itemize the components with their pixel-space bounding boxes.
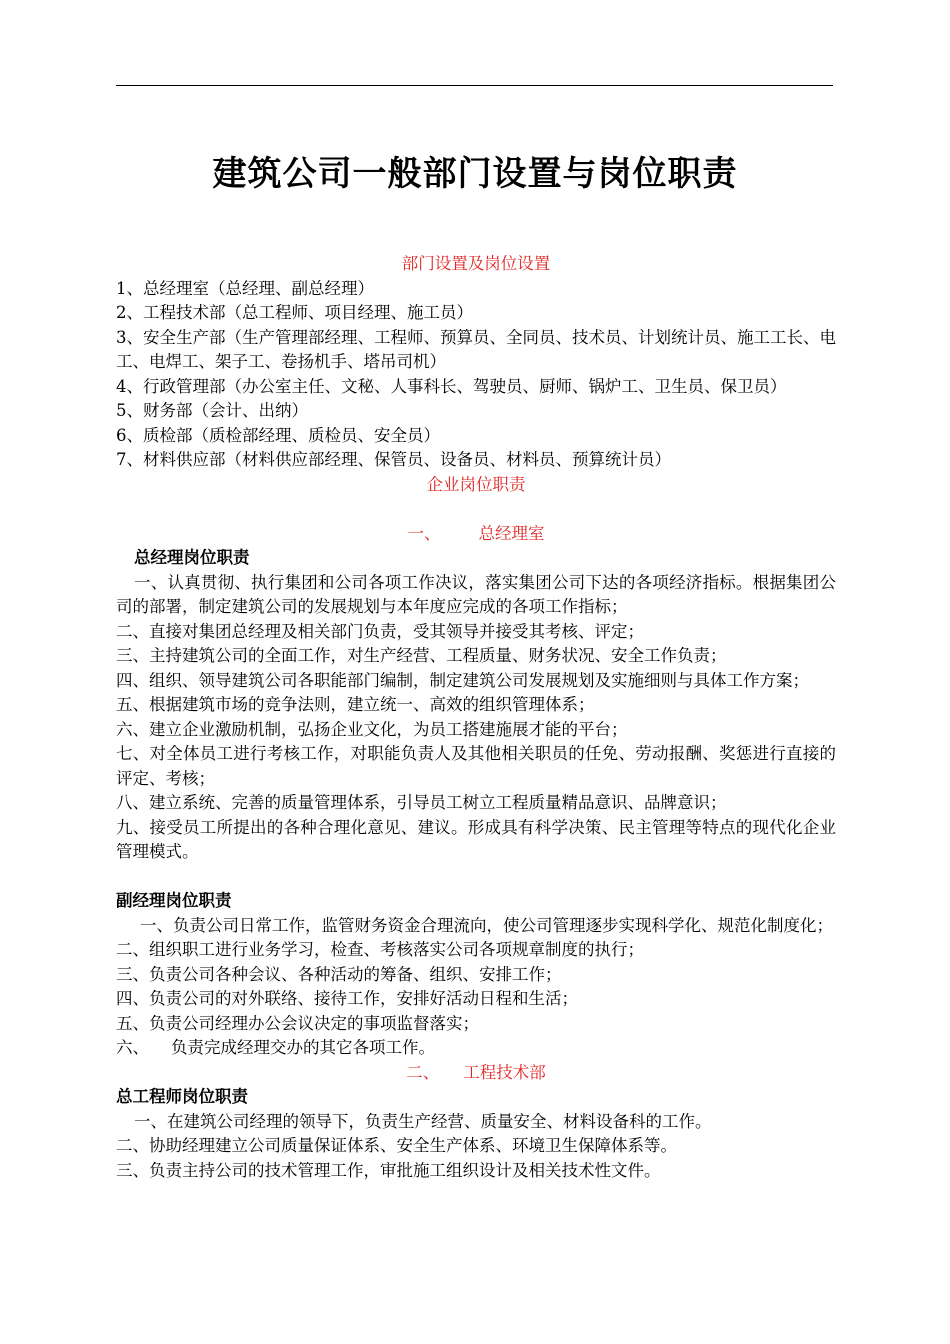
vgm-duty-item: 三、负责公司各种会议、各种活动的筹备、组织、安排工作；	[116, 964, 562, 984]
vgm-item-text: 负责完成经理交办的其它各项工作。	[171, 1038, 435, 1057]
ce-duty-item: 二、协助经理建立公司质量保证体系、安全生产体系、环境卫生保障体系等。	[116, 1136, 677, 1155]
dept-item: 1、总经理室（总经理、副总经理）	[116, 278, 374, 298]
dept-item: 3、安全生产部（生产管理部经理、工程师、预算员、全同员、技术员、计划统计员、施工工长、电工、电焊工、架子工、卷扬机手、塔吊司机）	[116, 327, 836, 371]
gm-duty-item: 六、建立企业激励机制，弘扬企业文化，为员工搭建施展才能的平台；	[116, 719, 628, 739]
heading-dept-setup: 部门设置及岗位设置	[401, 254, 551, 273]
header-rule	[116, 85, 833, 86]
gm-duty-item: 二、直接对集团总经理及相关部门负责，受其领导并接受其考核、评定；	[116, 621, 644, 641]
vgm-duties-heading: 副经理岗位职责	[116, 891, 232, 910]
vgm-duty-item: 二、组织职工进行业务学习，检查、考核落实公司各项规章制度的执行；	[116, 940, 644, 959]
gm-duty-item: 七、对全体员工进行考核工作，对职能负责人及其他相关职员的任免、劳动报酬、奖惩进行直接的评定、考核；	[116, 744, 836, 788]
section-heading-gm-office	[116, 522, 836, 547]
document-body	[116, 252, 836, 1183]
gm-duty-item: 三、主持建筑公司的全面工作，对生产经营、工程质量、财务状况、安全工作负责；	[116, 646, 727, 665]
vgm-item-number: 六、	[116, 1038, 149, 1057]
dept-item: 5、财务部（会计、出纳）	[116, 401, 308, 420]
gm-duty-item: 八、建立系统、完善的质量管理体系，引导员工树立工程质量精品意识、品牌意识；	[116, 793, 727, 812]
section-title: 工程技术部	[463, 1062, 546, 1082]
vgm-duty-item: 五、负责公司经理办公会议决定的事项监督落实；	[116, 1013, 479, 1033]
dept-item: 6、质检部（质检部经理、质检员、安全员）	[116, 425, 440, 445]
section-heading-engineering	[116, 1061, 836, 1086]
gm-duties-heading: 总经理岗位职责	[134, 548, 250, 567]
dept-item: 4、行政管理部（办公室主任、文秘、人事科长、驾驶员、厨师、锅炉工、卫生员、保卫员）	[116, 376, 787, 396]
gm-duty-item: 九、接受员工所提出的各种合理化意见、建议。形成具有科学决策、民主管理等特点的现代化企业管理模式。	[116, 817, 836, 861]
gm-duty-item: 一、认真贯彻、执行集团和公司各项工作决议，落实集团公司下达的各项经济指标。根据集团公司的部署，制定建筑公司的发展规划与本年度应完成的各项工作指标；	[116, 572, 836, 616]
vgm-duty-item: 四、负责公司的对外联络、接待工作，安排好活动日程和生活；	[116, 989, 578, 1008]
section-number: 二、	[406, 1062, 440, 1082]
heading-duties: 企业岗位职责	[426, 474, 526, 494]
ce-duty-item: 一、在建筑公司经理的领导下，负责生产经营、质量安全、材料设备科的工作。	[134, 1111, 712, 1131]
gm-duty-item: 五、根据建筑市场的竞争法则，建立统一、高效的组织管理体系；	[116, 695, 595, 714]
section-number: 一、	[407, 523, 441, 543]
section-title: 总经理室	[478, 523, 545, 543]
gm-duty-item: 四、组织、领导建筑公司各职能部门编制，制定建筑公司发展规划及实施细则与具体工作方案；	[116, 670, 809, 690]
dept-item: 7、材料供应部（材料供应部经理、保管员、设备员、材料员、预算统计员）	[116, 450, 671, 469]
vgm-duty-item	[116, 1036, 836, 1061]
dept-item: 2、工程技术部（总工程师、项目经理、施工员）	[116, 303, 473, 322]
ce-duty-item: 三、负责主持公司的技术管理工作，审批施工组织设计及相关技术性文件。	[116, 1160, 661, 1180]
document-title: 建筑公司一般部门设置与岗位职责	[212, 154, 738, 194]
vgm-duty-item: 一、负责公司日常工作，监管财务资金合理流向，使公司管理逐步实现科学化、规范化制度化；	[140, 915, 833, 935]
ce-duties-heading: 总工程师岗位职责	[116, 1087, 248, 1106]
